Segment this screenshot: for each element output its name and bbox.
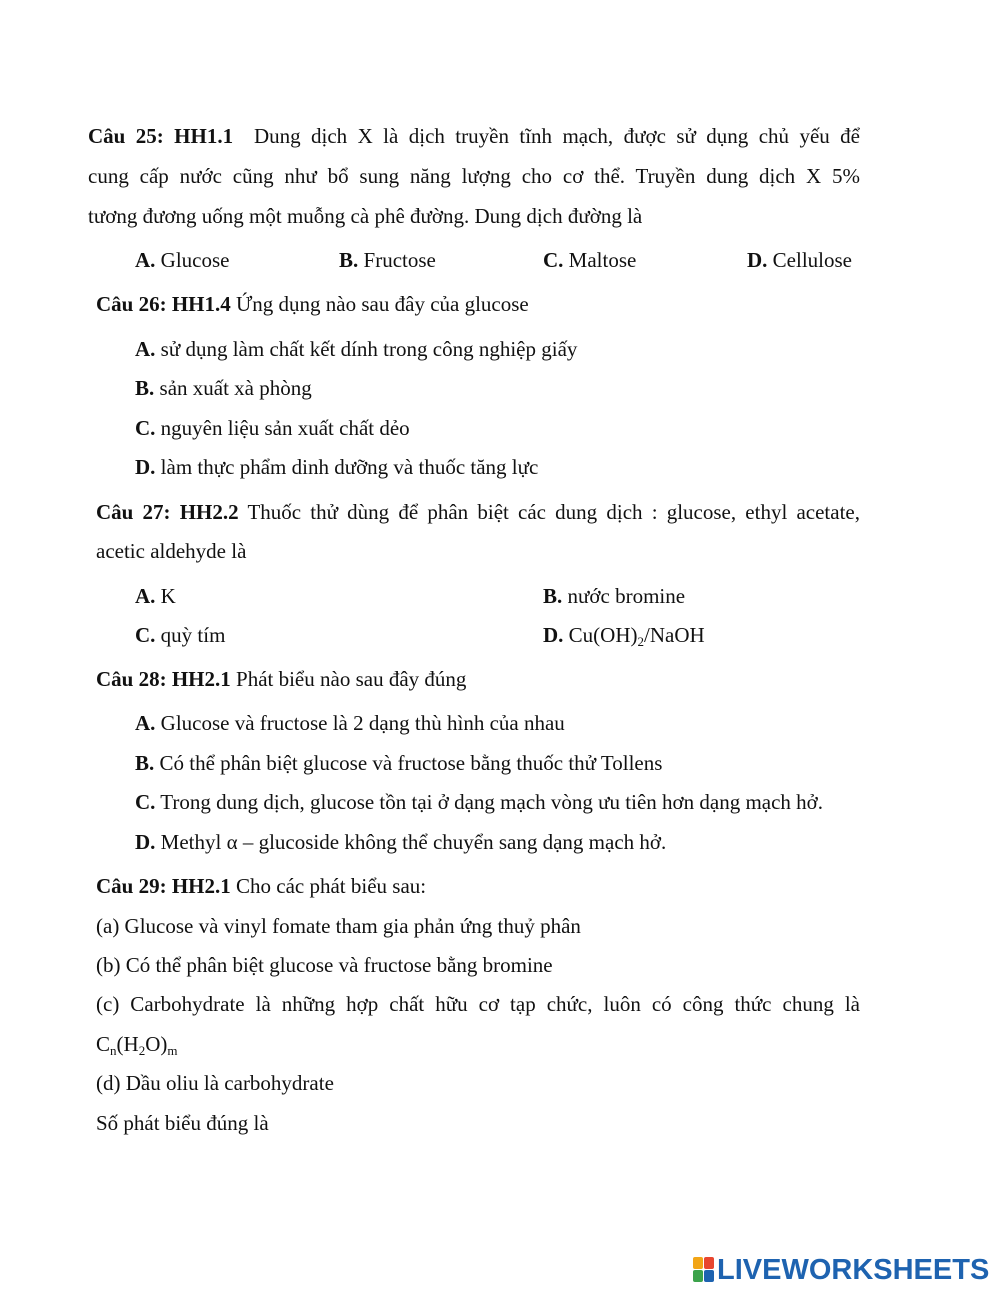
option-text: làm thực phẩm dinh dưỡng và thuốc tăng lực: [160, 455, 539, 479]
q27-option-c[interactable]: [135, 622, 225, 648]
option-text: quỳ tím: [160, 623, 226, 647]
q25-text-1: Dung dịch X là dịch truyền tĩnh mạch, được sử dụng chủ yếu để: [253, 124, 861, 148]
q27-text-1: Thuốc thử dùng để phân biệt các dung dịch : glucose, ethyl acetate,: [247, 500, 860, 524]
q25-option-b[interactable]: [339, 247, 436, 273]
q26-option-b[interactable]: [135, 375, 312, 401]
q29-question: [96, 1110, 269, 1136]
option-text: sử dụng làm chất kết dính trong công nghiệp giấy: [160, 337, 578, 361]
option-text: Trong dung dịch, glucose tồn tại ở dạng mạch vòng ưu tiên hơn dạng mạch hở.: [160, 790, 824, 814]
q28-option-a[interactable]: [135, 710, 565, 736]
option-key: B.: [135, 376, 155, 400]
statement-text: (b) Có thể phân biệt glucose và fructose bằng bromine: [96, 953, 553, 977]
q25-text-3: tương đương uống một muỗng cà phê đường. Dung dịch đường là: [88, 204, 643, 228]
q29-statement-b: [96, 952, 553, 978]
q28-option-d[interactable]: [135, 829, 666, 855]
q29-statement-c: [96, 991, 860, 1017]
option-key: A.: [135, 248, 156, 272]
q27-text-2: acetic aldehyde là: [96, 539, 247, 563]
question-text: Số phát biểu đúng là: [96, 1111, 269, 1135]
option-text: Fructose: [363, 248, 436, 272]
option-text: Có thể phân biệt glucose và fructose bằng thuốc thử Tollens: [159, 751, 663, 775]
option-text: Glucose: [160, 248, 230, 272]
option-text: nguyên liệu sản xuất chất dẻo: [160, 416, 410, 440]
q27-option-a[interactable]: [135, 583, 176, 609]
q25-label: Câu 25: HH1.1: [88, 124, 234, 148]
option-text: sản xuất xà phòng: [159, 376, 312, 400]
q26-option-c[interactable]: [135, 415, 410, 441]
option-key: B.: [135, 751, 155, 775]
option-key: A.: [135, 337, 156, 361]
option-text: K: [160, 584, 176, 608]
q27-option-d[interactable]: [543, 622, 705, 648]
q25-line-3: [88, 203, 642, 229]
formula-part: Cu(OH): [568, 623, 638, 647]
option-key: C.: [135, 416, 156, 440]
formula-subscript: m: [167, 1043, 178, 1058]
q27-label: Câu 27: HH2.2: [96, 500, 239, 524]
q26-label: Câu 26: HH1.4: [96, 292, 231, 316]
q27-option-b[interactable]: [543, 583, 685, 609]
q25-line-2: [88, 163, 860, 189]
formula-part: (H: [116, 1032, 139, 1056]
q28-option-c[interactable]: [135, 789, 823, 815]
q29-line: [96, 873, 426, 899]
formula-part: /NaOH: [644, 623, 705, 647]
option-key: D.: [543, 623, 564, 647]
liveworksheets-wordmark: LIVEWORKSHEETS: [717, 1253, 990, 1286]
option-key: C.: [543, 248, 564, 272]
q25-option-a[interactable]: [135, 247, 230, 273]
q25-text-2: cung cấp nước cũng như bổ sung năng lượng cho cơ thể. Truyền dung dịch X 5%: [88, 164, 860, 188]
q29-text: Cho các phát biểu sau:: [236, 874, 427, 898]
formula-subscript: n: [110, 1043, 117, 1058]
option-text: Methyl α – glucoside không thể chuyển sang dạng mạch hở.: [160, 830, 667, 854]
q28-text: Phát biểu nào sau đây đúng: [236, 667, 467, 691]
option-key: D.: [135, 830, 156, 854]
option-text: [569, 623, 705, 647]
q26-text: Ứng dụng nào sau đây của glucose: [236, 292, 529, 316]
formula-subscript: 2: [138, 1043, 146, 1058]
option-key: A.: [135, 584, 156, 608]
option-key: D.: [747, 248, 768, 272]
statement-text: (a) Glucose và vinyl fomate tham gia phản ứng thuỷ phân: [96, 914, 581, 938]
q29-label: Câu 29: HH2.1: [96, 874, 231, 898]
option-key: B.: [543, 584, 563, 608]
option-key: D.: [135, 455, 156, 479]
option-text: nước bromine: [567, 584, 686, 608]
q26-option-d[interactable]: [135, 454, 538, 480]
q26-line: [96, 291, 529, 317]
q29-formula: [96, 1031, 177, 1057]
q25-option-c[interactable]: [543, 247, 636, 273]
q25-line-1: [88, 123, 860, 149]
q28-option-b[interactable]: [135, 750, 662, 776]
option-key: C.: [135, 623, 156, 647]
formula-part: O): [145, 1032, 168, 1056]
q28-label: Câu 28: HH2.1: [96, 667, 231, 691]
formula-subscript: 2: [637, 634, 644, 649]
option-key: A.: [135, 711, 156, 735]
formula-part: C: [96, 1032, 111, 1056]
q29-statement-d: [96, 1070, 334, 1096]
q27-line-1: [96, 499, 860, 525]
option-key: C.: [135, 790, 156, 814]
option-key: B.: [339, 248, 359, 272]
q29-statement-a: [96, 913, 581, 939]
statement-text: (c) Carbohydrate là những hợp chất hữu cơ tạp chức, luôn có công thức chung là: [96, 992, 860, 1016]
option-text: Cellulose: [772, 248, 852, 272]
liveworksheets-logo: [693, 1254, 989, 1286]
liveworksheets-icon: [693, 1257, 715, 1283]
option-text: Maltose: [568, 248, 637, 272]
q26-option-a[interactable]: [135, 336, 577, 362]
q25-option-d[interactable]: [747, 247, 852, 273]
q27-line-2: [96, 538, 246, 564]
statement-text: (d) Dầu oliu là carbohydrate: [96, 1071, 334, 1095]
q28-line: [96, 666, 466, 692]
option-text: Glucose và fructose là 2 dạng thù hình của nhau: [160, 711, 565, 735]
